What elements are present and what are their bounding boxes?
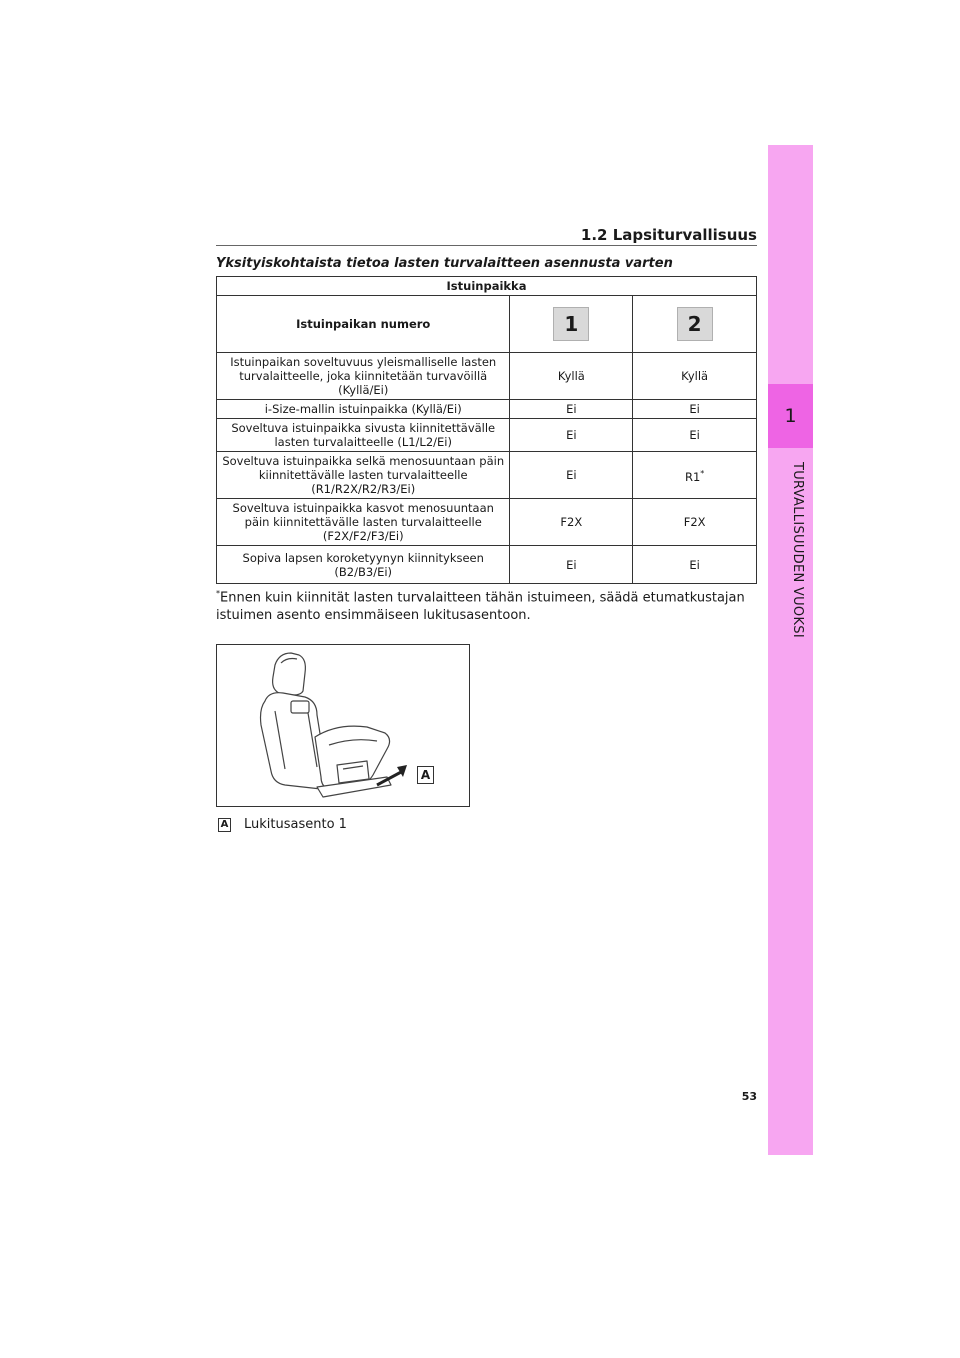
cell-value-text: R1 — [684, 469, 701, 484]
table-title: Yksityiskohtaista tietoa lasten turvalaitteen asennusta varten — [216, 256, 673, 271]
row-label: i-Size-mallin istuinpaikka (Kyllä/Ei) — [217, 400, 510, 419]
footnote — [216, 585, 756, 625]
cell-value: Kyllä — [510, 353, 633, 400]
row-label: Soveltuva istuinpaikka selkä menosuuntaan päin kiinnitettävälle lasten turvalaitteelle (R1/R2X/R2/R3/Ei) — [217, 452, 510, 499]
table-header-row — [217, 277, 757, 296]
legend-text: Lukitusasento 1 — [244, 817, 347, 832]
cell-value: F2X — [510, 499, 633, 546]
seat-number-2-icon: 2 — [677, 307, 713, 341]
footnote-marker: * — [216, 589, 220, 598]
table-row — [217, 546, 757, 584]
chapter-title: TURVALLISUUDEN VUOKSI — [790, 462, 805, 638]
cell-value: Ei — [633, 546, 757, 584]
group-header: Istuinpaikka — [217, 277, 757, 296]
page-number: 53 — [741, 1090, 757, 1103]
table-row — [217, 452, 757, 499]
header-divider — [216, 245, 757, 246]
row-label: Soveltuva istuinpaikka sivusta kiinnitettävälle lasten turvalaitteelle (L1/L2/Ei) — [217, 419, 510, 452]
table-row — [217, 296, 757, 353]
chapter-side-tab — [768, 145, 813, 1155]
row-label: Soveltuva istuinpaikka kasvot menosuuntaan päin kiinnitettävälle lasten turvalaitteelle (F2X/F2/F3/Ei) — [217, 499, 510, 546]
seat-number-cell — [633, 296, 757, 353]
cell-value: Ei — [510, 452, 633, 499]
row-label: Sopiva lapsen koroketyynyn kiinnitykseen (B2/B3/Ei) — [217, 546, 510, 584]
section-title: 1.2 Lapsiturvallisuus — [580, 226, 757, 244]
footnote-text: Ennen kuin kiinnität lasten turvalaitteen tähän istuimeen, säädä etumatkustajan istuimen asento ensimmäiseen lukitusasentoon. — [216, 590, 745, 624]
seat-number-1-icon: 1 — [553, 307, 589, 341]
cell-value: Ei — [510, 546, 633, 584]
row-label: Istuinpaikan soveltuvuus yleismalliselle lasten turvalaitteelle, joka kiinnitetään turvavöillä (Kyllä/Ei) — [217, 353, 510, 400]
seat-number-cell — [510, 296, 633, 353]
cell-value: Ei — [510, 419, 633, 452]
cell-value: F2X — [633, 499, 757, 546]
figure-label: A — [417, 766, 434, 784]
figure-legend — [218, 817, 347, 832]
table-row — [217, 400, 757, 419]
cell-value: Kyllä — [633, 353, 757, 400]
seat-figure — [216, 644, 470, 807]
cell-value: Ei — [633, 419, 757, 452]
chapter-number: 1 — [768, 384, 813, 448]
cell-value: Ei — [633, 400, 757, 419]
table-row — [217, 499, 757, 546]
table-row — [217, 419, 757, 452]
table-row — [217, 353, 757, 400]
footnote-marker: * — [700, 468, 705, 478]
legend-label: A — [218, 818, 231, 832]
cell-value: Ei — [510, 400, 633, 419]
row-label: Istuinpaikan numero — [217, 296, 510, 353]
cell-value — [633, 452, 757, 499]
seat-info-table — [216, 276, 757, 584]
arrow-icon — [377, 765, 407, 785]
